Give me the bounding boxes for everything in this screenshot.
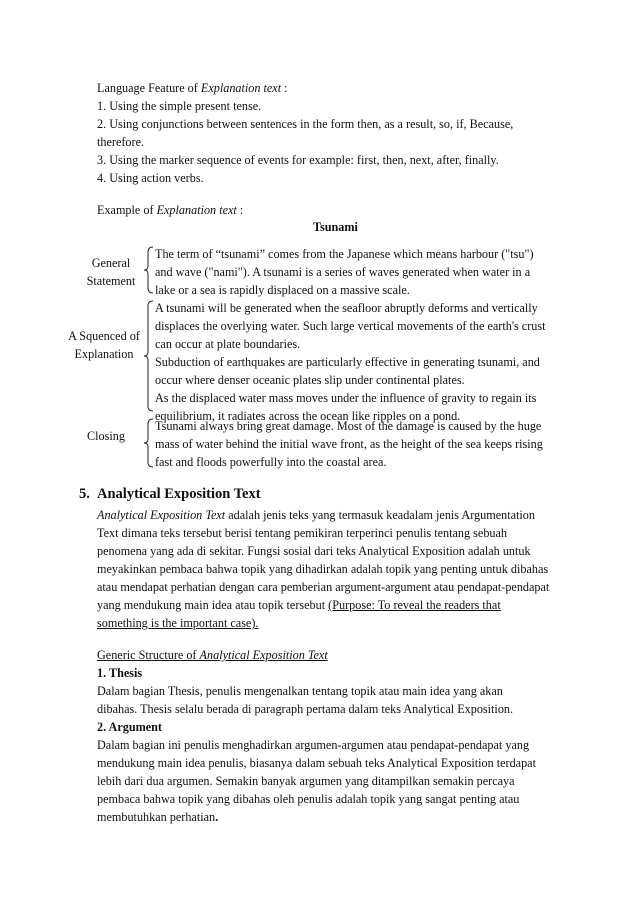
feature-line: 3. Using the marker sequence of events for example: first, then, next, after, finally. (97, 153, 499, 167)
section5-line: Analytical Exposition Text adalah jenis teks yang termasuk keadalam jenis Argumentation (97, 508, 535, 522)
sequence-line: equilibrium, it radiates across the ocean like ripples on a pond. (155, 409, 461, 423)
generic-structure-heading: Generic Structure of Analytical Exposition Text (97, 648, 328, 662)
closing-line: Tsunami always bring great damage. Most of the damage is caused by the huge (155, 419, 542, 433)
argument-line: lebih dari dua argumen. Semakin banyak argumen yang ditampilkan semakin percaya (97, 774, 515, 788)
general-statement-label: General Statement (86, 256, 136, 288)
section5-title: Analytical Exposition Text (97, 486, 261, 502)
general-line: The term of “tsunami” comes from the Japanese which means harbour ("tsu") (155, 247, 534, 261)
argument-line: membutuhkan perhatian. (97, 810, 219, 824)
section5-purpose: something is the important case). (97, 616, 259, 630)
argument-line: mendukung main idea penulis, biasanya dalam sebuah teks Analytical Exposition terdapat (97, 756, 536, 770)
example-heading: Example of Explanation text : (97, 203, 244, 217)
sequence-line: Subduction of earthquakes are particularly effective in generating tsunami, and (155, 355, 540, 369)
sequence-brace (143, 300, 155, 412)
closing-label: Closing (87, 429, 125, 443)
example-title: Tsunami (313, 220, 358, 234)
sequence-line: can occur at plate boundaries. (155, 337, 301, 351)
sequence-line: As the displaced water mass moves under the influence of gravity to regain its (155, 391, 537, 405)
argument-line: Dalam bagian ini penulis menghadirkan argumen-argumen atau pendapat-pendapat yang (97, 738, 530, 752)
section5-line: meyakinkan pembaca bahwa topik yang dihadirkan adalah topik yang penting untuk dibahas (97, 562, 549, 576)
argument-line: pembaca bahwa topik yang dibahas oleh penulis adalah topik yang sangat penting atau (97, 792, 520, 806)
sequence-line: A tsunami will be generated when the seafloor abruptly deforms and vertically (155, 301, 538, 315)
features-heading: Language Feature of Explanation text : (97, 81, 288, 95)
sequence-label: A Squenced of Explanation (68, 329, 140, 361)
thesis-heading: 1. Thesis (97, 666, 143, 680)
sequence-line: displaces the overlying water. Such large vertical movements of the earth's crust (155, 319, 546, 333)
argument-heading: 2. Argument (97, 720, 162, 734)
thesis-line: dibahas. Thesis selalu berada di paragraph pertama dalam teks Analytical Exposition. (97, 702, 514, 716)
feature-line: 2. Using conjunctions between sentences in the form then, as a result, so, if, Because, (97, 117, 514, 131)
general-line: lake or a sea is rapidly displaced on a massive scale. (155, 283, 410, 297)
closing-line: fast and floods powerfully into the coastal area. (155, 455, 387, 469)
feature-line: therefore. (97, 135, 145, 149)
general-brace (143, 246, 155, 294)
thesis-line: Dalam bagian Thesis, penulis mengenalkan tentang topik atau main idea yang akan (97, 684, 503, 698)
sequence-line: occur where denser oceanic plates slip under continental plates. (155, 373, 465, 387)
section5-line: penomena yang ada di sekitar. Fungsi sosial dari teks Analytical Exposition adalah untuk (97, 544, 531, 558)
feature-line: 1. Using the simple present tense. (97, 99, 262, 113)
section5-line: yang mendukung main idea atau topik tersebut (Purpose: To reveal the readers that (97, 598, 501, 612)
general-line: and wave ("nami"). A tsunami is a series of waves generated when water in a (155, 265, 531, 279)
section5-line: Text dimana teks tersebut berisi tentang pemikiran terperinci penulis tentang sebuah (97, 526, 508, 540)
section5-line: atau mendapat perhatian dengan cara pemberian argument-argument atau pendapat-pendapat (97, 580, 550, 594)
feature-line: 4. Using action verbs. (97, 171, 204, 185)
section5-number: 5. (79, 486, 90, 502)
closing-line: mass of water behind the initial wave front, as the height of the sea keeps rising (155, 437, 543, 451)
closing-brace (143, 418, 155, 468)
